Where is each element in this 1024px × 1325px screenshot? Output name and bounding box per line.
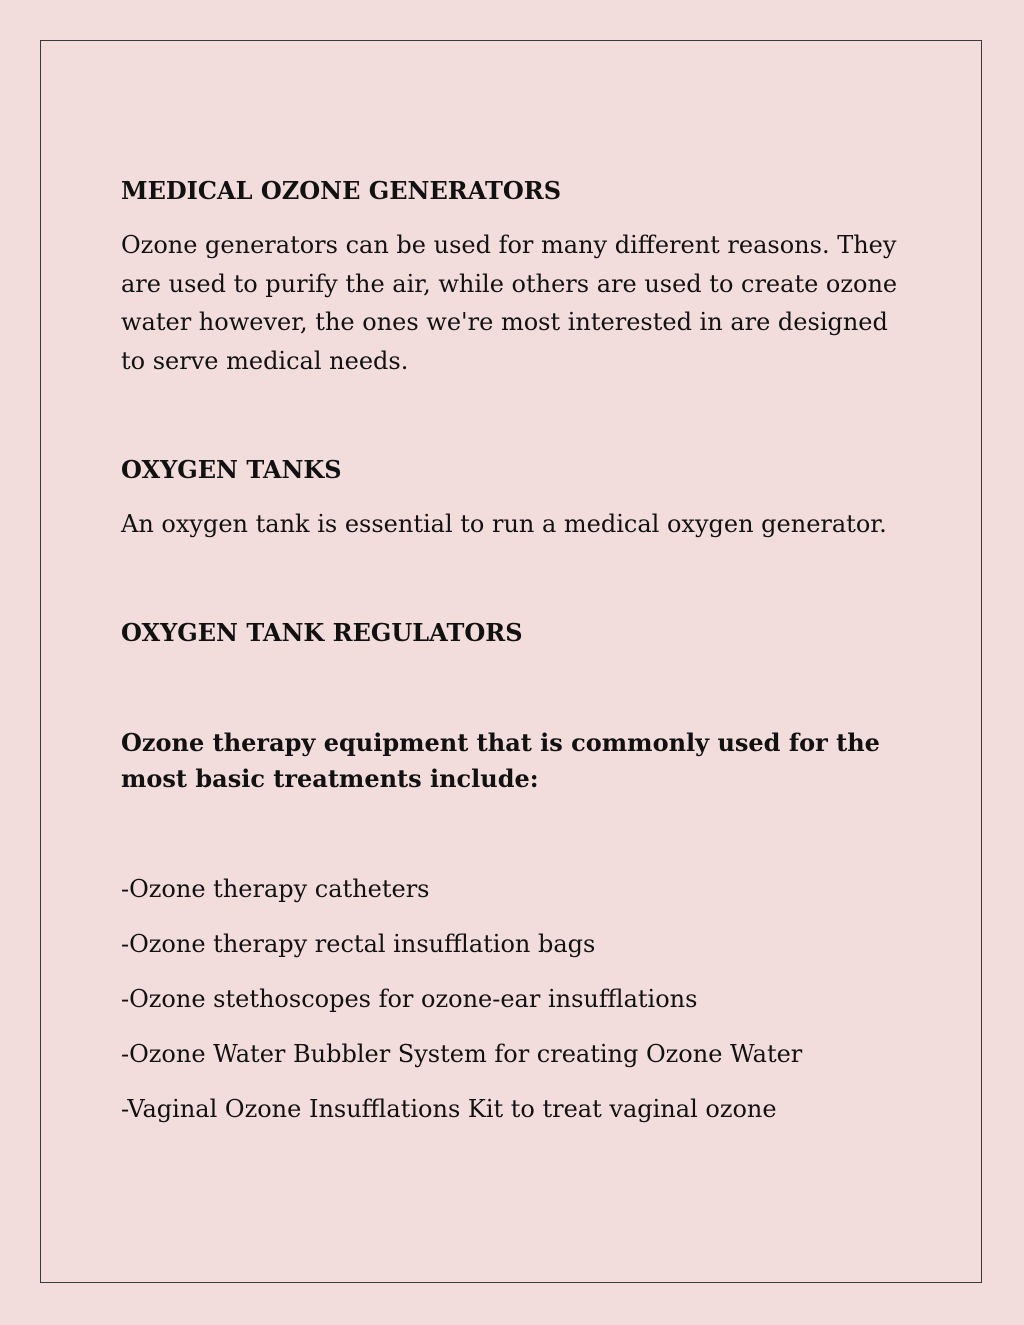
list-item: -Vaginal Ozone Insufflations Kit to treat vaginal ozone [121, 1095, 777, 1123]
paragraph-oxygen-tanks: An oxygen tank is essential to run a medical oxygen generator. [121, 510, 887, 538]
list-item: -Ozone stethoscopes for ozone-ear insufflations [121, 985, 698, 1013]
paragraph-ozone-generators: Ozone generators can be used for many different reasons. They are used to purify the air, while others are used to create ozone water however, the ones we're most interested in are designed to serve medical needs. [121, 231, 898, 375]
list-item: -Ozone therapy catheters [121, 875, 430, 903]
list-item: -Ozone therapy rectal insufflation bags [121, 930, 596, 958]
list-item: -Ozone Water Bubbler System for creating Ozone Water [121, 1040, 803, 1068]
heading-oxygen-tanks: OXYGEN TANKS [121, 455, 342, 484]
heading-oxygen-tank-regulators: OXYGEN TANK REGULATORS [121, 618, 523, 647]
equipment-intro: Ozone therapy equipment that is commonly used for the most basic treatments include: [121, 728, 880, 793]
heading-medical-ozone-generators: MEDICAL OZONE GENERATORS [121, 176, 562, 205]
